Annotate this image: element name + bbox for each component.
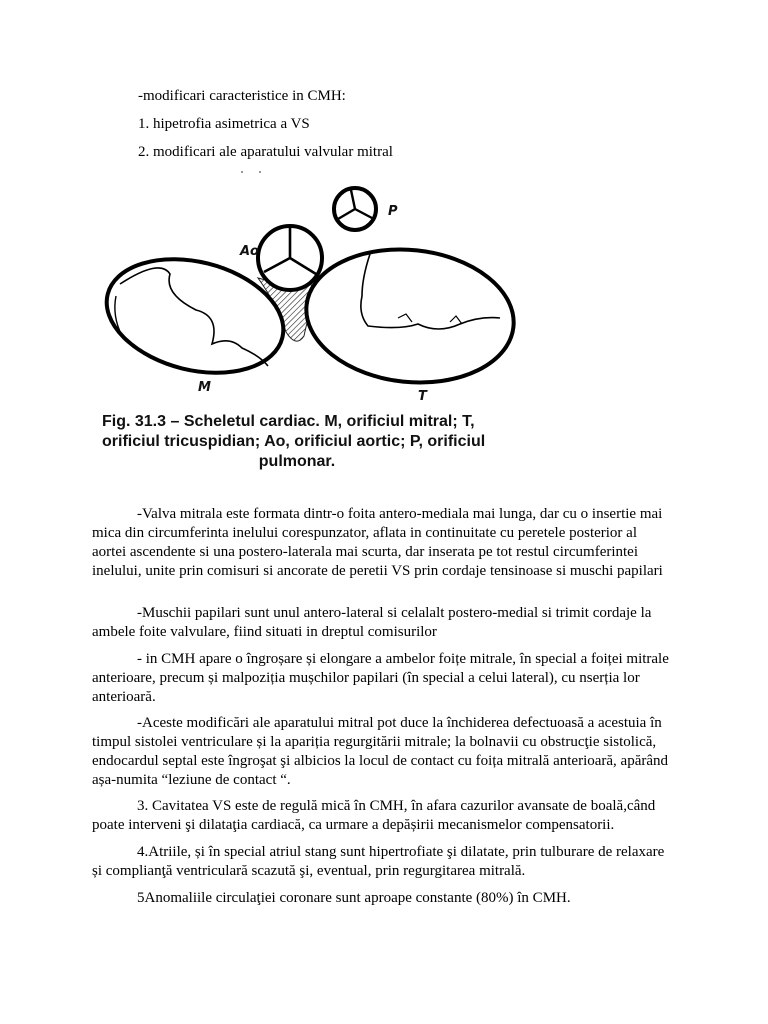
tricuspid-orifice	[300, 239, 521, 392]
label-aortic: Ao	[240, 244, 259, 259]
label-mitral: M	[198, 380, 211, 395]
paragraph-atria: 4.Atriile, și în special atriul stang sunt hipertrofiate şi dilatate, prin tulburare de relaxare și complianţă ventriculară scazută şi, eventual, prin regurgitarea mitrală.	[92, 844, 665, 879]
list-item-1: 1. hipetrofia asimetrica a VS	[138, 116, 310, 132]
figure-caption	[102, 412, 532, 472]
paragraph-lv-cavity: 3. Cavitatea VS este de regulă mică în CMH, în afara cazurilor avansate de boală,când poate interveni şi dilataţia cardiacă, ca urmare a depășirii mecanismelor compensatorii.	[92, 798, 656, 833]
label-pulmonary: P	[388, 204, 398, 219]
caption-line-3: pulmonar.	[258, 453, 336, 470]
label-tricuspid: T	[418, 389, 427, 404]
paragraph-mitral-valve: -Valva mitrala este formata dintr-o foita antero-mediala mai lunga, dar cu o insertie mai mica din circumferinta inelului corespunzator, aflata in continuitate cu peretele posterior al aortei ascendente si una postero-laterala mai scurta, dar inserata pe tot restul circumferintei inelului, unite prin comisuri si ancorate de peretii VS prin cordaje tensinoase si muschi papilari	[92, 506, 663, 579]
paragraph-papillary-muscles: -Muschii papilari sunt unul antero-lateral si celalalt postero-medial si trimit cordaje la ambele foite valvulare, fiind situati in dreptul comisurilor	[92, 605, 652, 640]
section-heading: -modificari caracteristice in CMH:	[138, 88, 346, 104]
paragraph-coronary: 5Anomaliile circulaţiei coronare sunt aproape constante (80%) în CMH.	[137, 890, 571, 906]
list-item-2: 2. modificari ale aparatului valvular mitral	[138, 144, 393, 160]
paragraph-cmh-leaflets: - in CMH apare o îngroșare și elongare a ambelor foițe mitrale, în special a foiței mitrale anterioare, precum și malpoziția mușchilor papilari (în special a celui lateral), cu nserția lor anterioară.	[92, 651, 669, 705]
paragraph-contact-lesion: -Aceste modificări ale aparatului mitral pot duce la închiderea defectuoasă a acestuia în timpul sistolei ventriculare și la apariția regurgitării mitrale; la bolnavii cu obstrucţie sistolică, endocardul septal este îngroşat şi albicios la locul de contact cu foița mitrală anterioară, apărând așa-numita “leziune de contact “.	[92, 715, 669, 788]
caption-line-2: orificiul tricuspidian; Ao, orificiul aortic; P, orificiul	[102, 433, 486, 450]
cardiac-skeleton-drawing	[100, 166, 530, 416]
caption-line-1: Fig. 31.3 – Scheletul cardiac. M, orificiul mitral; T,	[102, 413, 475, 430]
